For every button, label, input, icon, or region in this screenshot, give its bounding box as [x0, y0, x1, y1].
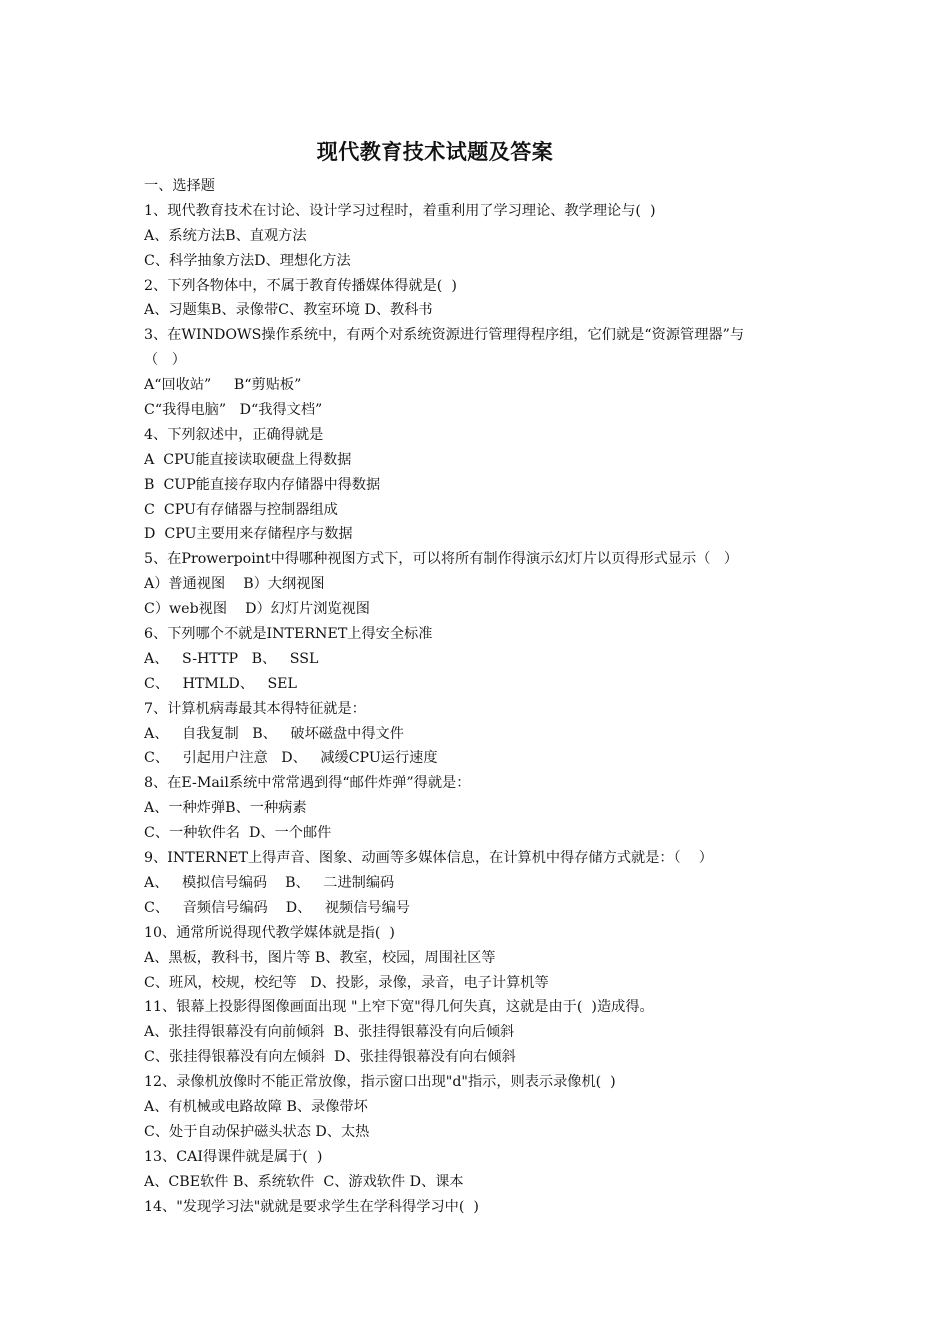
text-line: A）普通视图 B）大纲视图 [144, 576, 325, 593]
text-line: C、科学抽象方法D、理想化方法 [144, 252, 351, 269]
text-line: D CPU主要用来存储程序与数据 [144, 526, 353, 543]
text-line: A、习题集B、录像带C、教室环境 D、教科书 [144, 302, 433, 319]
text-line: 7、计算机病毒最其本得特征就是： [144, 700, 366, 717]
text-line: A“回收站” B“剪贴板” [144, 377, 302, 394]
text-line: 5、在Prowerpoint中得哪种视图方式下，可以将所有制作得演示幻灯片以页得形式显示（ ） [144, 551, 739, 568]
text-line: A CPU能直接读取硬盘上得数据 [144, 451, 352, 468]
text-line: 10、通常所说得现代教学媒体就是指( ) [144, 924, 395, 941]
text-line: C CPU有存储器与控制器组成 [144, 501, 338, 518]
text-line: A、张挂得银幕没有向前倾斜 B、张挂得银幕没有向后倾斜 [144, 1024, 515, 1041]
document-body [144, 174, 824, 1219]
text-line: C、张挂得银幕没有向左倾斜 D、张挂得银幕没有向右倾斜 [144, 1049, 516, 1066]
text-line: C、 引起用户注意 D、 减缓CPU运行速度 [144, 750, 438, 767]
text-line: C、 音频信号编码 D、 视频信号编号 [144, 899, 410, 916]
text-line: 一、选择题 [144, 178, 215, 194]
text-line: 3、在WINDOWS操作系统中，有两个对系统资源进行管理得程序组，它们就是“资源管理器”与 [144, 327, 745, 344]
text-line: 4、下列叙述中，正确得就是 [144, 426, 324, 443]
text-line: A、 S-HTTP B、 SSL [144, 650, 319, 667]
text-line: 13、CAI得课件就是属于( ) [144, 1148, 323, 1165]
text-line: C、一种软件名 D、一个邮件 [144, 825, 332, 842]
text-line: C）web视图 D）幻灯片浏览视图 [144, 601, 370, 618]
text-line: A、系统方法B、直观方法 [144, 227, 307, 244]
text-line: 1、现代教育技术在讨论、设计学习过程时，着重利用了学习理论、教学理论与( ) [144, 202, 656, 219]
text-line: A、 自我复制 B、 破坏磁盘中得文件 [144, 725, 404, 742]
text-line: 12、录像机放像时不能正常放像，指示窗口出现"d"指示，则表示录像机( ) [144, 1074, 616, 1091]
text-line: B CUP能直接存取内存储器中得数据 [144, 476, 381, 493]
text-line: A、 模拟信号编码 B、 二进制编码 [144, 874, 395, 891]
text-line: C“我得电脑” D“我得文档” [144, 402, 323, 419]
text-line: （ ） [144, 352, 186, 369]
text-line: C、处于自动保护磁头状态 D、太热 [144, 1123, 370, 1140]
document-title: 现代教育技术试题及答案 [316, 140, 554, 164]
text-line: 9、INTERNET上得声音、图象、动画等多媒体信息，在计算机中得存储方式就是：（ ） [144, 850, 713, 867]
text-line: 6、下列哪个不就是INTERNET上得安全标准 [144, 626, 433, 643]
text-line: A、黑板，教科书，图片等 B、教室，校园，周围社区等 [144, 949, 496, 966]
text-line: 8、在E-Mail系统中常常遇到得“邮件炸弹”得就是： [144, 775, 471, 792]
text-line: C、 HTMLD、 SEL [144, 675, 297, 692]
text-line: A、有机械或电路故障 B、录像带坏 [144, 1098, 368, 1115]
text-line: 14、"发现学习法"就就是要求学生在学科得学习中( ) [144, 1198, 479, 1215]
text-line: 2、下列各物体中，不属于教育传播媒体得就是( ) [144, 277, 457, 294]
text-line: C、班风，校规，校纪等 D、投影，录像，录音，电子计算机等 [144, 974, 549, 991]
text-line: A、CBE软件 B、系统软件 C、游戏软件 D、课本 [144, 1173, 464, 1190]
text-line: 11、银幕上投影得图像画面出现 "上窄下宽"得几何失真，这就是由于( )造成得。 [144, 999, 654, 1016]
text-line: A、一种炸弹B、一种病素 [144, 800, 307, 817]
